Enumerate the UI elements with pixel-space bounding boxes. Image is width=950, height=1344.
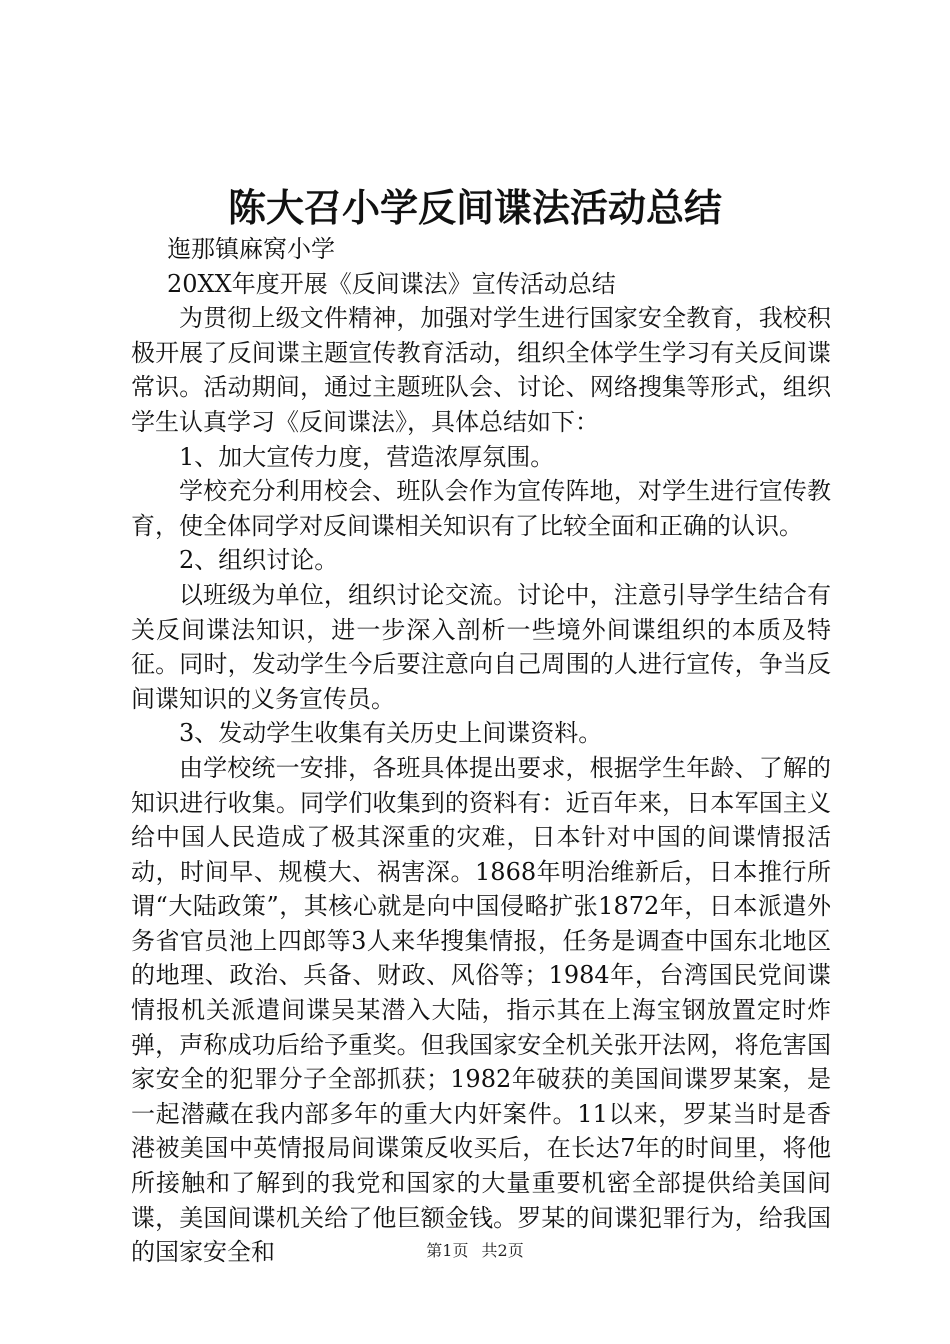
section-body-3: 由学校统一安排，各班具体提出要求，根据学生年龄、了解的知识进行收集。同学们收集到的资料有：近百年来，日本军国主义给中国人民造成了极其深重的灾难，日本针对中国的间谍情报活动，时间早、规模大、祸害深。1868年明治维新后，日本推行所谓“大陆政策”，其核心就是向中国侵略扩张1872年，日本派遣外务省官员池上四郎等3人来华搜集情报，任务是调查中国东北地区的地理、政治、兵备、财政、风俗等；1984年，台湾国民党间谍情报机关派遣间谍吴某潜入大陆，指示其在上海宝钢放置定时炸弹，声称成功后给予重奖。但我国家安全机关张开法网，将危害国家安全的犯罪分子全部抓获；1982年破获的美国间谍罗某案，是一起潜藏在我内部多年的重大内奸案件。11以来，罗某当时是香港被美国中英情报局间谍策反收买后，在长达7年的时间里，将他所接触和了解到的我党和国家的大量重要机密全部提供给美国间谍，美国间谍机关给了他巨额金钱。罗某的间谍犯罪行为，给我国的国家安全和 [131,753,831,1267]
document-body [131,232,831,1270]
section-heading-1: 1、加大宣传力度，营造浓厚氛围。 [179,442,555,471]
section-heading-3: 3、发动学生收集有关历史上间谍资料。 [179,719,603,748]
section-body-1: 学校充分利用校会、班队会作为宣传阵地，对学生进行宣传教育，使全体同学对反间谍相关知识有了比较全面和正确的认识。 [131,477,831,540]
section-body-2: 以班级为单位，组织讨论交流。讨论中，注意引导学生结合有关反间谍法知识，进一步深入剖析一些境外间谍组织的本质及特征。同时，发动学生今后要注意向自己周围的人进行宣传，争当反间谍知识的义务宣传员。 [131,580,831,713]
page-footer [0,1240,950,1262]
document-title: 陈大召小学反间谍法活动总结 [227,185,722,230]
document-subtitle: 20XX年度开展《反间谍法》宣传活动总结 [167,269,616,298]
intro-paragraph: 为贯彻上级文件精神，加强对学生进行国家安全教育，我校积极开展了反间谍主题宣传教育活动，组织全体学生学习有关反间谍常识。活动期间，通过主题班队会、讨论、网络搜集等形式，组织学生认真学习《反间谍法》，具体总结如下： [131,304,831,436]
page-total: 共2页 [481,1241,524,1260]
section-heading-2: 2、组织讨论。 [179,546,339,575]
school-name: 迤那镇麻窝小学 [167,235,335,263]
page-number: 第1页 [426,1241,469,1260]
